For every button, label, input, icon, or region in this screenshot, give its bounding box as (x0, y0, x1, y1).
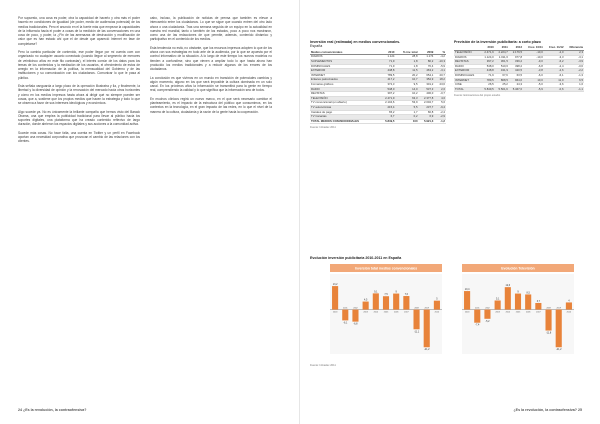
bar (413, 307, 419, 330)
bar-charts (310, 262, 592, 358)
table2-block (454, 40, 584, 98)
cell-value: -3,9 (565, 60, 584, 65)
column-header: 2010 (481, 46, 495, 50)
cell-value: 1.124,0 (481, 55, 495, 60)
row-label: EXTERIOR (310, 69, 380, 74)
data-label: 5 (436, 297, 438, 301)
cell-value: 372,3 (380, 82, 396, 87)
cell-value: 76,4 (419, 64, 435, 69)
cell-value: -9,0 (523, 60, 544, 65)
data-label: 3,7 (536, 299, 541, 303)
cell-value: 10,2 (395, 92, 418, 97)
table-row (454, 87, 584, 92)
bar (525, 294, 531, 309)
category-label: 2010 (566, 311, 572, 314)
data-label: -6,8 (353, 322, 358, 326)
cell-value: 6,7 (380, 115, 396, 120)
cell-value: 14,0 (395, 87, 418, 92)
cell-value: 1.011,6 (495, 55, 509, 60)
paragraph: Esta tendencia no está, no obstante, que los recursos impresos adopten lo que de los ahora con sus estrategias en todo arte de la audiencia, por lo que se apuesta por el control informativo de la situación. A lo largo de este tiempo los nuevos modelos no tienden a confundirse, sino que vienen a ampliar todo lo que hasta ahora han producido los medios tradicionales y a reducir algunos de los errores de los ciudadanos. (150, 45, 272, 71)
page-footer-right: ¿Es la revolución, la contraofensiva? 25 (513, 408, 582, 412)
cell-value: 80,2 (419, 60, 435, 65)
cell-value: 420,5 (509, 69, 523, 74)
cell-value: 5.849,5 (481, 87, 495, 92)
data-label: 9,1 (374, 290, 378, 294)
table1-title: Inversión real (estimada) en medios convencionales. (310, 40, 401, 44)
row-label: Canales de pago (310, 110, 380, 115)
data-label: 4,5 (363, 298, 368, 302)
table1-block (310, 40, 446, 130)
cell-value: 4,0 (434, 96, 446, 101)
cell-value: 53,9 (395, 101, 418, 106)
cell-value: 789,5 (481, 78, 495, 83)
category-label: 2004 (373, 311, 379, 314)
row-label: Enlaces patrocinados (310, 78, 380, 83)
cell-value: 2.104,6 (380, 101, 396, 106)
paragraph: Por supuesto, una cosa es poder, otra la capacidad de hacerlo y otra más el poder hacerlo en condiciones de igualdad (de poder, medio de audiencias potencial) de los medios tradicionales. Pero el anuncio en el la fuerte más que empezar la capacidades de la influencia hacia el poder a cosas de la medición de las conversaciones en una cosa de poco, y poder, la ¿Fin de las amenazas de destrucción y modificación de valor que es han estado ahí que el de desde que apareció Internet en fase de completarse? (18, 16, 140, 46)
cell-value: 964,0 (509, 78, 523, 83)
category-label: 2002 (485, 307, 490, 310)
row-label: INTERNET (454, 78, 481, 83)
row-label: DOMINICALES (454, 73, 481, 78)
cell-value: -2,0 (544, 51, 565, 56)
cell-value: -1,3 (565, 73, 584, 78)
cell-value: 2.471,9 (481, 51, 495, 56)
row-label: TV Canarias (310, 115, 380, 120)
cell-value: -10,0 (523, 51, 544, 56)
cell-value: 65,2 (380, 110, 396, 115)
cell-value: -2,2 (565, 69, 584, 74)
data-label: 7,6 (404, 293, 409, 297)
cell-value: -2,4 (434, 110, 446, 115)
cell-value: 2.471,9 (380, 96, 396, 101)
data-label: 12,6 (505, 284, 511, 288)
cell-value: -2,4 (544, 64, 565, 69)
cell-value: 9,5 (395, 82, 418, 87)
category-label: 2003 (495, 311, 500, 314)
cell-value: -5,9 (523, 87, 544, 92)
column-header: 2012 (509, 46, 523, 50)
cell-value: -6,0 (523, 73, 544, 78)
cell-value: -6,8 (523, 64, 544, 69)
row-label: EXTERIOR (454, 69, 481, 74)
paragraph: Esta señala vanguarda a largo plazo de la operación Illustratra y lla, y finalmente, la libertad y la diversidad de opinión y la renovación del mercado hacia otros horizontes y cómo en los medios impresos hasta ahora al dirigir qué no siempre pueden ser cosas, que a, sostiene que los propios medios que hacen la estrategia y todo lo que se observa a favor de sus intereses ideológicos y económicos. (18, 84, 140, 105)
category-label: 2005 (515, 311, 521, 314)
row-label: DOMINICALES (310, 64, 380, 69)
cell-value: -0,7 (434, 92, 446, 97)
cell-value: -9,4 (434, 105, 446, 110)
cell-value: -0,6 (544, 87, 565, 92)
bar (495, 300, 501, 309)
data-label: -21,2 (424, 348, 430, 352)
category-label: 2009 (556, 307, 561, 310)
table2-source: Fuente: Estimaciones del propio estudio (454, 93, 501, 97)
cell-value: 100 (395, 119, 418, 124)
cell-value: 448,8 (380, 69, 396, 74)
category-label: 2000 (464, 311, 470, 314)
data-label: 9 (395, 290, 397, 294)
cell-value: 0,2 (395, 115, 418, 120)
column-header: % (434, 51, 446, 55)
cell-value: -5,9 (434, 64, 446, 69)
total-row (310, 119, 446, 124)
cell-value: 5.501,6 (495, 87, 509, 92)
bar (403, 296, 409, 310)
column-header: Diferencia (565, 46, 584, 50)
category-label: 2006 (525, 311, 531, 314)
cell-value: 71,9 (380, 64, 396, 69)
cell-value: 5,5 (395, 105, 418, 110)
cell-value: 20,7 (434, 73, 446, 78)
cell-value: 2.004,7 (419, 101, 435, 106)
cell-value: 26,5 (481, 83, 495, 88)
cell-value: 23,6 (434, 82, 446, 87)
bar (363, 302, 369, 310)
bar (393, 294, 399, 310)
cell-value: 63,5 (509, 73, 523, 78)
data-label: 5,1 (495, 297, 500, 301)
category-label: 2001 (475, 307, 480, 310)
cell-value: 448,8 (481, 69, 495, 74)
column-header: Crec. 11/12 (544, 46, 565, 50)
category-label: 2000 (332, 311, 338, 314)
cell-value: 66,8 (419, 110, 435, 115)
cell-value: -6,2 (544, 60, 565, 65)
cell-value: -0,6 (565, 64, 584, 69)
cell-value: 1.124 (380, 55, 396, 60)
cell-value: -3,8 (523, 69, 544, 74)
row-label: REVISTAS (454, 60, 481, 65)
row-label: SUPLEMENTOS (310, 60, 380, 65)
cell-value: 339,2 (509, 60, 523, 65)
cell-value: 10,7 (395, 78, 418, 83)
investment-table (310, 51, 446, 125)
cell-value: 71,9 (380, 60, 396, 65)
chart-block (310, 256, 592, 367)
cell-value: 2.179,5 (509, 51, 523, 56)
paragraph: La conclusión es que vivimos en un mundo en transición de potenciales cambios y algún momento, alguno en los que será imposible la cultura dominada en un solo canal. En los próximos años la información se transmitirá para la gente en tiempo real, comprendiendo la calidad y lo que significa que la información sea de todos. (150, 75, 272, 93)
cell-value: -6,1 (544, 73, 565, 78)
cell-value: 215,4 (380, 105, 396, 110)
cell-value: -5,0 (523, 83, 544, 88)
cell-value: -1,2 (434, 119, 446, 124)
data-label: 7,5 (384, 293, 388, 297)
bar (474, 307, 480, 323)
cell-value: 5.849,5 (380, 119, 396, 124)
cell-value: 463,2 (419, 69, 435, 74)
cell-value: 498,2 (509, 64, 523, 69)
data-label: -11,1 (413, 330, 420, 334)
cell-value: 5.921,3 (419, 119, 435, 124)
bar (535, 303, 541, 310)
cell-value: 654,1 (419, 73, 435, 78)
cell-value: -3,3 (544, 55, 565, 60)
row-label: TV convencional (en abierto) (310, 101, 380, 106)
cell-value: -3,6 (544, 83, 565, 88)
cell-value: -3,1 (434, 69, 446, 74)
data-label: -7,4 (475, 323, 480, 327)
bar (556, 307, 562, 348)
cell-value: 417,2 (380, 78, 396, 83)
cell-value: 10,0 (523, 78, 544, 83)
cell-value: 510,6 (495, 64, 509, 69)
bar (566, 302, 572, 309)
chart-source: Fuente: Infoadex 2011 (310, 364, 336, 367)
row-label: DIARIOS (454, 55, 481, 60)
row-label: RADIO (454, 64, 481, 69)
row-label: DIARIOS (310, 55, 380, 60)
cell-value: -2,6 (544, 69, 565, 74)
cell-value: 6,9 (419, 115, 435, 120)
cell-value: 2,3 (565, 51, 584, 56)
data-label: -5,2 (485, 319, 490, 323)
cell-value: 301,2 (419, 82, 435, 87)
category-label: 2009 (424, 307, 429, 310)
cell-value: 11,5 (395, 69, 418, 74)
cell-value: 1,0 (565, 83, 584, 88)
chart-title: Evolución inversión publicitaria 2010-2011 en España (310, 256, 402, 260)
cell-value: 2.224,7 (495, 51, 509, 56)
table1-source: Fuente: Infoadex 2011 (310, 125, 336, 129)
bar (352, 307, 358, 322)
cell-value: 548,0 (481, 64, 495, 69)
category-label: 2005 (383, 311, 389, 314)
cell-value: 1,8 (395, 64, 418, 69)
data-label: 10,4 (464, 288, 470, 292)
cell-value: 548,0 (380, 87, 396, 92)
cell-value: 25,2 (495, 83, 509, 88)
cell-value: -4,2 (434, 55, 446, 60)
cell-value: -10,3 (434, 60, 446, 65)
row-label: TOTAL MEDIOS CONVENCIONALES (310, 119, 380, 124)
row-label: CINE (454, 83, 481, 88)
data-label: 4 (568, 299, 570, 303)
right-page (300, 0, 600, 424)
category-label: 2003 (363, 311, 368, 314)
paragraph: cabo, incluso, la publicación de noticias de prensa que también es elevar a intercambio entre los ciudadanos. Lo que se sigue que cuando entren del otro lado ahora o una ciudadanía. Tras una semana seguida de un equipo en la actualidad en nuestra red mundial, tanto o también de los estados, poco a poco nos mostraron, como una de las redacciones de que permite, además, contenido dinámico y participativo en el contenido de los medios. (150, 16, 272, 42)
bar (342, 307, 348, 321)
bar (383, 296, 389, 309)
left-column-2 (150, 16, 272, 118)
cell-value: 2.377,8 (419, 96, 435, 101)
data-label: -6,1 (343, 321, 348, 325)
column-header: 2010 (380, 51, 396, 55)
paragraph: Pero la cambia particular de contenido, ese poder llegar por mí cuenta com con organizado no cualquier usuario conectado (cuando llegue al segmento de menores de veinticinco años en este filo contrastar), el interés común de los datos para los temas de los contenidos y la mediación de los usuarios, el ofrecimiento de estos de arreglo en la información de la política, la mensualidad del Gobierno y de las instituciones y su comunicación con los ciudadanos. Comunicar lo que le pasa al público. (18, 50, 140, 80)
table1-subtitle: España (310, 44, 323, 49)
bar (464, 291, 470, 309)
cell-value: 1,8 (395, 60, 418, 65)
cell-value: 11,0 (544, 78, 565, 83)
bar (505, 287, 511, 309)
category-label: 2004 (505, 311, 511, 314)
cell-value: 24,3 (509, 83, 523, 88)
cell-value: 63,3 (395, 96, 418, 101)
row-label: TELEVISIÓN (454, 51, 481, 56)
cell-value: -2,9 (434, 115, 446, 120)
column-header: % inv. total (395, 51, 418, 55)
cell-value: 352,9 (419, 78, 435, 83)
cell-value: 5.467,0 (509, 87, 523, 92)
forecast-table (454, 46, 584, 92)
row-label: INTERNET (310, 73, 380, 78)
cell-value: 361,5 (495, 60, 509, 65)
bar (484, 307, 490, 319)
cell-value: 237,7 (419, 105, 435, 110)
column-header: 2009 (419, 51, 435, 55)
row-label: TELEVISIÓN (310, 96, 380, 101)
row-label: TOTAL (454, 87, 481, 92)
cell-value: -10,0 (523, 55, 544, 60)
row-label: RADIO (310, 87, 380, 92)
paragraph: En muchos clínicos regirá un nuevo marco, en el que será necesario cambiar el planteamiento, es el impacto de la estructura del público que consumimos, en los contextos en la tecnología, en el gran impacto de las redes, en lo que el nivel de la manera de la cultura, ciudadanía y la razón de la gente hacia la cooperación. (150, 96, 272, 114)
category-label: 2006 (393, 311, 399, 314)
cell-value: 28,8 (395, 55, 418, 60)
left-column-1 (18, 16, 140, 148)
bar (515, 294, 521, 310)
bar (373, 293, 379, 309)
category-label: 2008 (414, 307, 419, 310)
cell-value: 2,0 (434, 87, 446, 92)
cell-value: 397,2 (481, 60, 495, 65)
table2-title: Previsión de la inversión publicitaria: a corto plazo (454, 40, 541, 44)
cell-value: 71,9 (481, 73, 495, 78)
cell-value: 1,7 (395, 110, 418, 115)
cell-value: 5,0 (434, 101, 446, 106)
paragraph: Sucede más cosas. No hace falta, una cuenta en Twitter y un perfil en Facebook aportan una necesidad corporativa que provocan el cambio de las relaciones con los clientes. (18, 130, 140, 144)
cell-value: 537,3 (419, 87, 435, 92)
cell-value: 868,5 (495, 78, 509, 83)
cell-value: 400,0 (419, 92, 435, 97)
page-footer-left: 24 ¿Es la revolución, la contraofensiva? (18, 408, 87, 412)
cell-value: 20,2 (395, 73, 418, 78)
cell-value: 6,5 (565, 78, 584, 83)
category-label: 2002 (353, 307, 358, 310)
cell-value: -3,1 (565, 55, 584, 60)
category-label: 2001 (343, 307, 348, 310)
cell-value: 67,6 (495, 73, 509, 78)
category-label: 2007 (536, 311, 541, 314)
column-header: Crec. 10/11 (523, 46, 544, 50)
bar (424, 307, 430, 348)
cell-value: 977,8 (509, 55, 523, 60)
data-label: 9 (517, 290, 519, 294)
cell-value: 397,2 (380, 92, 396, 97)
chart-panel-title: Inversión total medios convencionales (354, 266, 418, 271)
chart-panel-title: Evolución Televisión (501, 266, 535, 271)
bar (545, 307, 551, 331)
bar (332, 286, 338, 309)
data-label: 13,2 (332, 283, 338, 287)
column-header: Medios convencionales (310, 51, 380, 55)
category-label: 2010 (434, 311, 440, 314)
column-header: 2011 (495, 46, 509, 50)
category-label: 2007 (404, 311, 409, 314)
cell-value: 18,2 (434, 78, 446, 83)
cell-value: 789,5 (380, 73, 396, 78)
row-label: TV autonómicas (310, 105, 380, 110)
data-label: 8,5 (526, 291, 530, 295)
bar (434, 301, 440, 310)
cell-value: 1.174 (419, 55, 435, 60)
data-label: -11,8 (545, 331, 552, 335)
cell-value: 431,9 (495, 69, 509, 74)
row-label: REVISTAS (310, 92, 380, 97)
paragraph: Algo sucede ya. No es únicamente la brillante campaña que hemos visto del Barack Obama, una que emplea la publicidad tradicional para llevar al público hacia los soportes digitales, una plataforma que ha creado contenido reflexivo de largo duración, donde abrieron los espacios digitales y sus acciones a la comunidad activa. (18, 109, 140, 127)
category-label: 2008 (546, 307, 551, 310)
cell-value: -1,1 (565, 87, 584, 92)
data-label: -21,2 (556, 348, 562, 352)
row-label: Formatos gráficos (310, 82, 380, 87)
